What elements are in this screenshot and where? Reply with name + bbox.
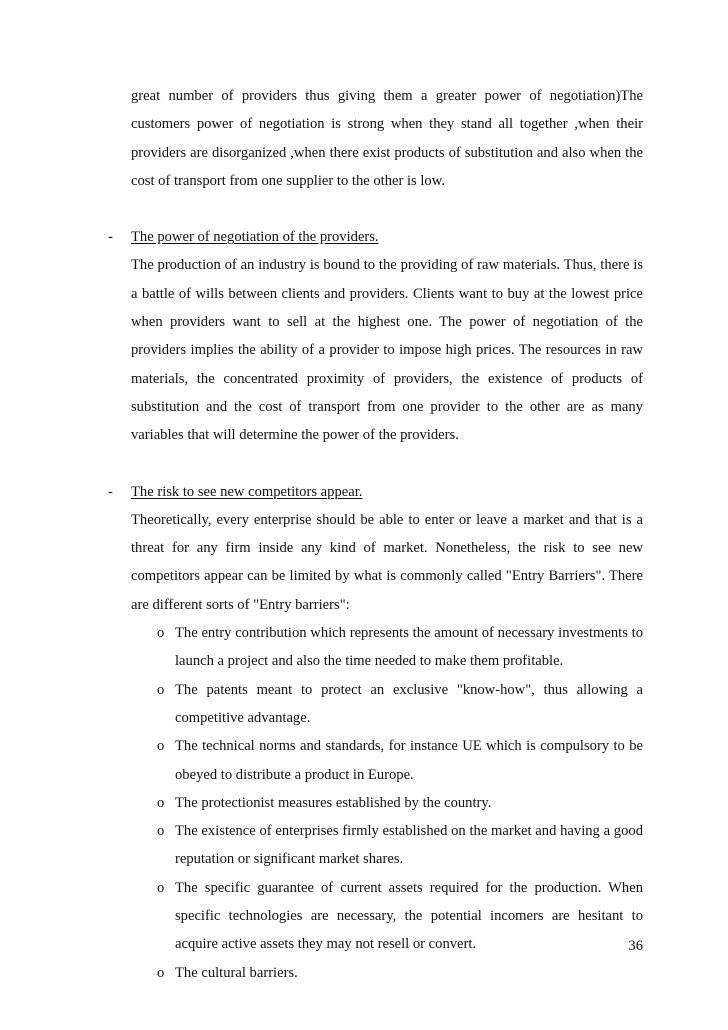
section-body: The production of an industry is bound to the providing of raw materials. Thus, there is a battle of wills between clients and providers. Clients want to buy at the lowest price when providers want to sell at the highest one. The power of negotiation of the providers implies the ability of a provider to impose high prices. The resources in raw materials, the concentrated proximity of providers, the existence of products of substitution and the cost of transport from one provider to the other are as many variables that will determine the power of the providers. [131, 257, 643, 444]
list-item-text: The cultural barriers. [175, 964, 298, 981]
list-item [157, 789, 643, 817]
page-number: 36 [628, 938, 643, 954]
intro-paragraph: great number of providers thus giving them a greater power of negotiation)The customers power of negotiation is strong when they stand all together ,when their providers are disorganized ,when there exist products of substitution and also when the cost of transport from one supplier to the other is low. [131, 88, 643, 189]
list-item-text: The existence of enterprises firmly established on the market and having a good reputation or significant market shares. [175, 823, 643, 868]
page-content [108, 82, 643, 987]
list-item [157, 817, 643, 874]
list-item [157, 676, 643, 733]
section-heading: The power of negotiation of the providers. [131, 229, 379, 246]
bullet-icon: o [157, 794, 165, 811]
list-item [157, 959, 643, 987]
list-item-text: The protectionist measures established by the country. [175, 794, 492, 811]
section-supplier-power [108, 223, 643, 449]
entry-barriers-list [131, 619, 643, 987]
bullet-icon: o [157, 738, 165, 755]
list-item-text: The patents meant to protect an exclusive "know-how", thus allowing a competitive advantage. [175, 681, 643, 726]
bullet-icon: o [157, 879, 165, 896]
bullet-icon: o [157, 823, 165, 840]
list-item-text: The specific guarantee of current assets required for the production. When specific technologies are necessary, the potential incomers are hesitant to acquire active assets they may not resell or convert. [175, 879, 643, 953]
list-item [157, 732, 643, 789]
bullet-icon: o [157, 625, 165, 642]
section-dash: - [108, 229, 113, 246]
section-new-competitors [108, 478, 643, 987]
bullet-icon: o [157, 964, 165, 981]
bullet-icon: o [157, 681, 165, 698]
section-body: Theoretically, every enterprise should be able to enter or leave a market and that is a threat for any firm inside any kind of market. Nonetheless, the risk to see new competitors appear can be limited by what is commonly called "Entry Barriers". There are different sorts of "Entry barriers": [131, 511, 643, 613]
list-item-text: The technical norms and standards, for instance UE which is compulsory to be obeyed to distribute a product in Europe. [175, 738, 643, 783]
list-item [157, 874, 643, 959]
section-dash: - [108, 483, 113, 500]
list-item-text: The entry contribution which represents the amount of necessary investments to launch a project and also the time needed to make them profitable. [175, 625, 643, 670]
list-item [157, 619, 643, 676]
section-heading: The risk to see new competitors appear. [131, 483, 363, 500]
